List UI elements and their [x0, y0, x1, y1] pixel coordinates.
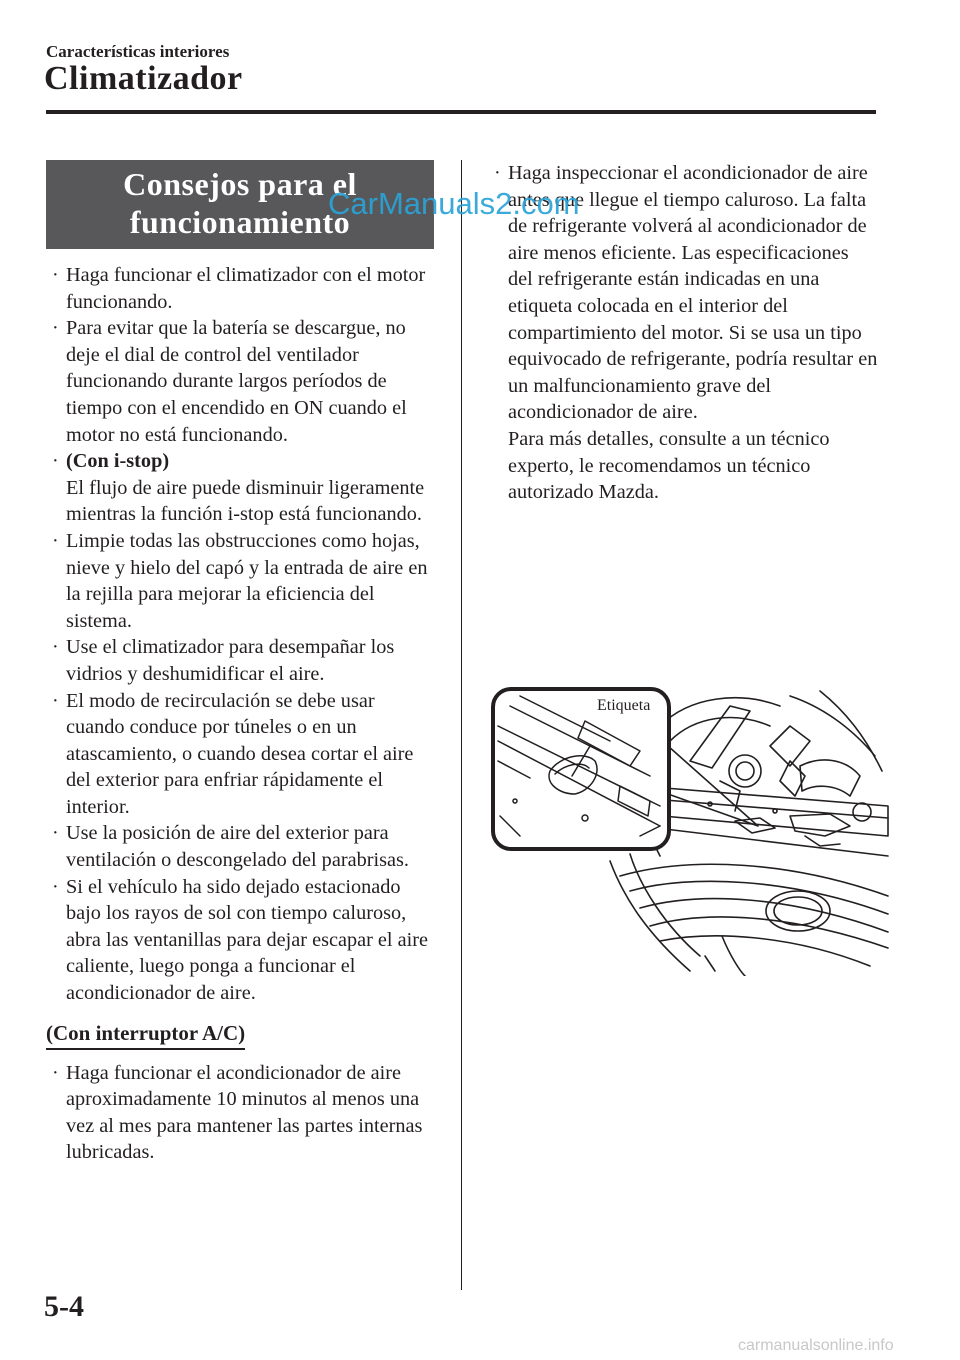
list-item	[46, 820, 434, 873]
list-item	[46, 634, 434, 687]
bullet-icon: ·	[52, 529, 59, 552]
page-title: Climatizador	[44, 60, 243, 97]
list-item	[46, 1060, 434, 1166]
list-item-text: Limpie todas las obstrucciones como hojas, nieve y hielo del capó y la entrada de aire en la rejilla para mejorar la eficiencia del sistema.	[66, 529, 428, 632]
list-item	[46, 262, 434, 315]
bullet-icon: ·	[52, 264, 59, 286]
list-item-text: Para evitar que la batería se descargue, no deje el dial de control del ventilador funcionando durante largos períodos de tiempo con el encendido en ON cuando el motor no está funcionando.	[66, 317, 407, 446]
bullet-icon: ·	[52, 1061, 59, 1084]
engine-compartment-illustration	[490, 686, 890, 976]
list-item-text-continued: Para más detalles, consulte a un técnico experto, le recomendamos un técnico autorizado Mazda.	[508, 427, 830, 504]
list-item	[46, 448, 434, 528]
footer-watermark: carmanualsonline.info	[738, 1337, 894, 1354]
list-item	[46, 874, 434, 1007]
bullet-icon: ·	[494, 162, 501, 184]
list-item	[46, 688, 434, 821]
engine-illustration-svg	[490, 686, 890, 976]
list-item-text: Use el climatizador para desempañar los vidrios y deshumidificar el aire.	[66, 636, 395, 685]
header-rule	[46, 110, 876, 114]
list-item-text: Si el vehículo ha sido dejado estacionado bajo los rayos de sol con tiempo caluroso, abra las ventanillas para dejar escapar el aire caliente, luego ponga a funcionar el acondicionador de aire.	[66, 875, 429, 1005]
list-item-text: Haga funcionar el climatizador con el motor funcionando.	[66, 264, 426, 313]
list-item-heading: (Con i-stop)	[66, 450, 170, 473]
section-title-line-1: Consejos para el	[123, 166, 357, 202]
figure-label-etiqueta: Etiqueta	[597, 697, 651, 714]
bullet-icon: ·	[52, 689, 59, 712]
column-divider	[461, 160, 462, 1290]
list-item-text: Use la posición de aire del exterior para ventilación o descongelado del parabrisas.	[66, 822, 409, 872]
header-section-label: Características interiores	[46, 42, 230, 61]
list-item-text: Haga inspeccionar el acondicionador de aire antes que llegue el tiempo caluroso. La falta de refrigerante volverá al acondicionador de aire menos eficiente. Las especificaciones del refrigerante están indicadas en una etiqueta colocada en el interior del compartimiento del motor. Si se usa un tipo equivocado de refrigerante, podría resultar en un malfuncionamiento grave del acondicionador de aire.	[508, 162, 878, 424]
page-number: 5-4	[44, 1290, 84, 1323]
tips-list	[46, 262, 434, 1007]
list-item	[46, 528, 434, 634]
ac-switch-list	[46, 1060, 434, 1166]
bullet-icon: ·	[52, 636, 59, 659]
list-item-text: Haga funcionar el acondicionador de aire aproximadamente 10 minutos al menos una vez al mes para mantener las partes internas lubricadas.	[66, 1061, 423, 1164]
list-item-text: El flujo de aire puede disminuir ligeramente mientras la función i-stop está funcionando.	[66, 476, 425, 526]
list-item-text: El modo de recirculación se debe usar cuando conduce por túneles o en un atascamiento, o cuando desea cortar el aire del exterior para enfriar rápidamente el interior.	[66, 689, 414, 818]
bullet-icon: ·	[52, 450, 59, 473]
watermark: CarManuals2.com	[328, 186, 580, 221]
subheading-ac-switch: (Con interruptor A/C)	[46, 1019, 245, 1050]
bullet-icon: ·	[52, 317, 59, 340]
bullet-icon: ·	[52, 822, 59, 845]
list-item	[46, 315, 434, 448]
bullet-icon: ·	[52, 875, 59, 898]
left-column	[46, 160, 434, 1166]
section-title-line-2: funcionamiento	[129, 204, 351, 240]
